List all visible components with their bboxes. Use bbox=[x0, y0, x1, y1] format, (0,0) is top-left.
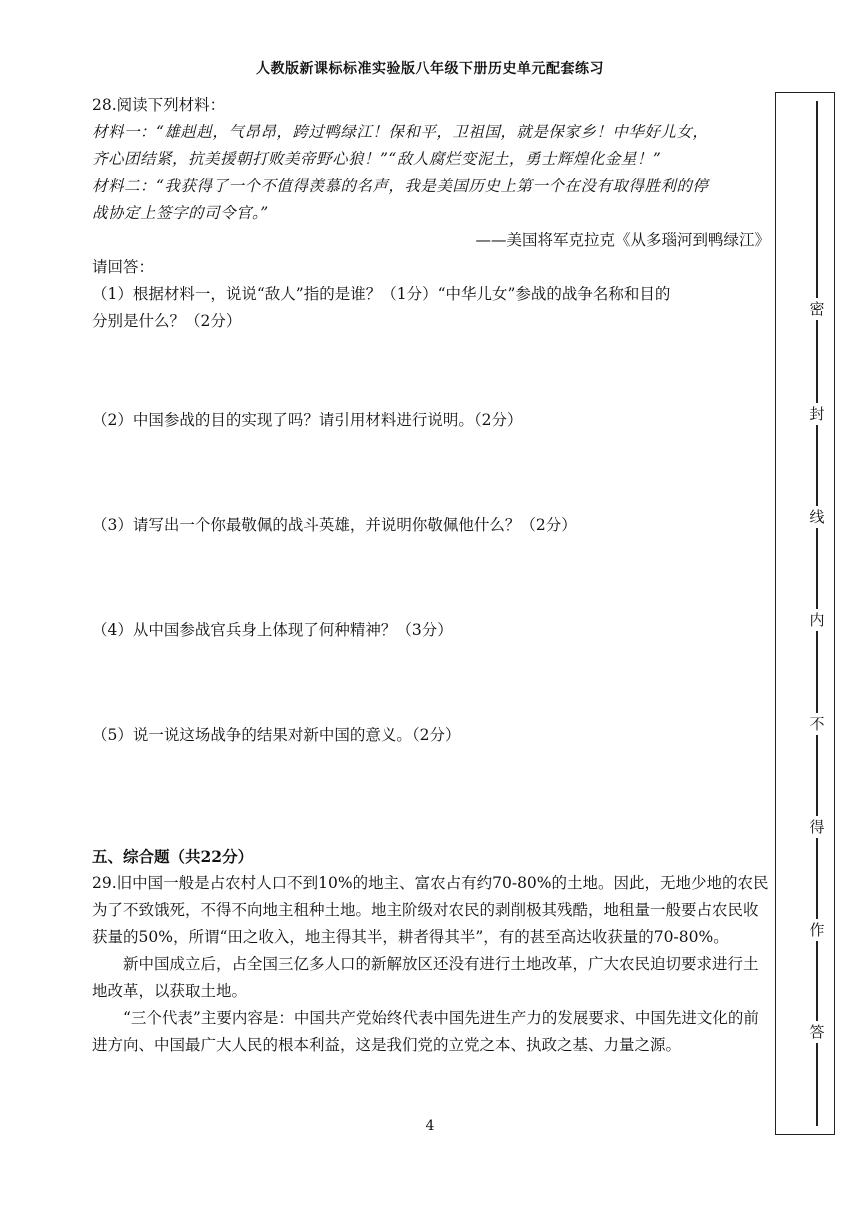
question-content bbox=[92, 92, 770, 1059]
sub-question-5: （5）说一说这场战争的结果对新中国的意义。（2分） bbox=[92, 726, 461, 744]
material-2-line-2: 战协定上签字的司令官。” bbox=[92, 204, 269, 222]
seal-char: 封 bbox=[806, 403, 828, 425]
q29-paragraph-1: 29.旧中国一般是占农村人口不到10%的地主、富农占有约70-80%的土地。因此，无地少地的农民为了不致饿死，不得不向地主租种土地。地主阶级对农民的剥削极其残酷，地租量一般要占农民收获量的50%，所谓“田之收入，地主得其半，耕者得其半”，有的甚至高达收获量的70-80%。 bbox=[92, 874, 769, 946]
seal-char: 密 bbox=[806, 298, 828, 320]
material-source: ——美国将军克拉克《从多瑙河到鸭绿江》 bbox=[475, 231, 770, 249]
seal-char: 作 bbox=[806, 919, 828, 941]
seal-char: 内 bbox=[806, 609, 828, 631]
material-1-line-1: 材料一：“雄赳赳，气昂昂，跨过鸭绿江！保和平，卫祖国，就是保家乡！中华好儿女， bbox=[92, 123, 709, 141]
answer-prompt: 请回答： bbox=[92, 258, 155, 276]
sub-question-1-line-1: （1）根据材料一，说说“敌人”指的是谁？（1分）“中华儿女”参战的战争名称和目的 bbox=[92, 285, 671, 303]
section-5-title: 五、综合题（共22分） bbox=[92, 847, 254, 866]
seal-char: 不 bbox=[806, 713, 828, 735]
page-header: 人教版新课标标准实验版八年级下册历史单元配套练习 bbox=[256, 61, 604, 77]
answer-space bbox=[92, 749, 770, 843]
material-2-line-1: 材料二：“我获得了一个不值得羡慕的名声，我是美国历史上第一个在没有取得胜利的停 bbox=[92, 177, 709, 195]
answer-space bbox=[92, 539, 770, 617]
page-number: 4 bbox=[425, 1118, 435, 1134]
material-1-line-2: 齐心团结紧，抗美援朝打败美帝野心狼！”“敌人腐烂变泥土，勇士辉煌化金星！” bbox=[92, 150, 662, 168]
sub-question-3: （3）请写出一个你最敬佩的战斗英雄，并说明你敬佩他什么？（2分） bbox=[92, 516, 577, 534]
sub-question-1-line-2: 分别是什么？（2分） bbox=[92, 312, 242, 330]
q29-paragraph-3: “三个代表”主要内容是：中国共产党始终代表中国先进生产力的发展要求、中国先进文化的前进方向、中国最广大人民的根本利益，这是我们党的立党之本、执政之基、力量之源。 bbox=[92, 1009, 759, 1054]
q28-title: 28.阅读下列材料： bbox=[92, 96, 226, 114]
answer-space bbox=[92, 644, 770, 722]
seal-char: 得 bbox=[806, 816, 828, 838]
seal-char: 答 bbox=[806, 1021, 828, 1043]
q29-paragraph-2: 新中国成立后，占全国三亿多人口的新解放区还没有进行土地改革，广大农民迫切要求进行土地改革，以获取土地。 bbox=[92, 955, 759, 1000]
sub-question-4: （4）从中国参战官兵身上体现了何种精神？（3分） bbox=[92, 621, 453, 639]
sub-question-2: （2）中国参战的目的实现了吗？请引用材料进行说明。（2分） bbox=[92, 411, 523, 429]
seal-line-box bbox=[775, 92, 835, 1135]
answer-space bbox=[92, 434, 770, 512]
seal-char: 线 bbox=[806, 506, 828, 528]
answer-space bbox=[92, 335, 770, 407]
